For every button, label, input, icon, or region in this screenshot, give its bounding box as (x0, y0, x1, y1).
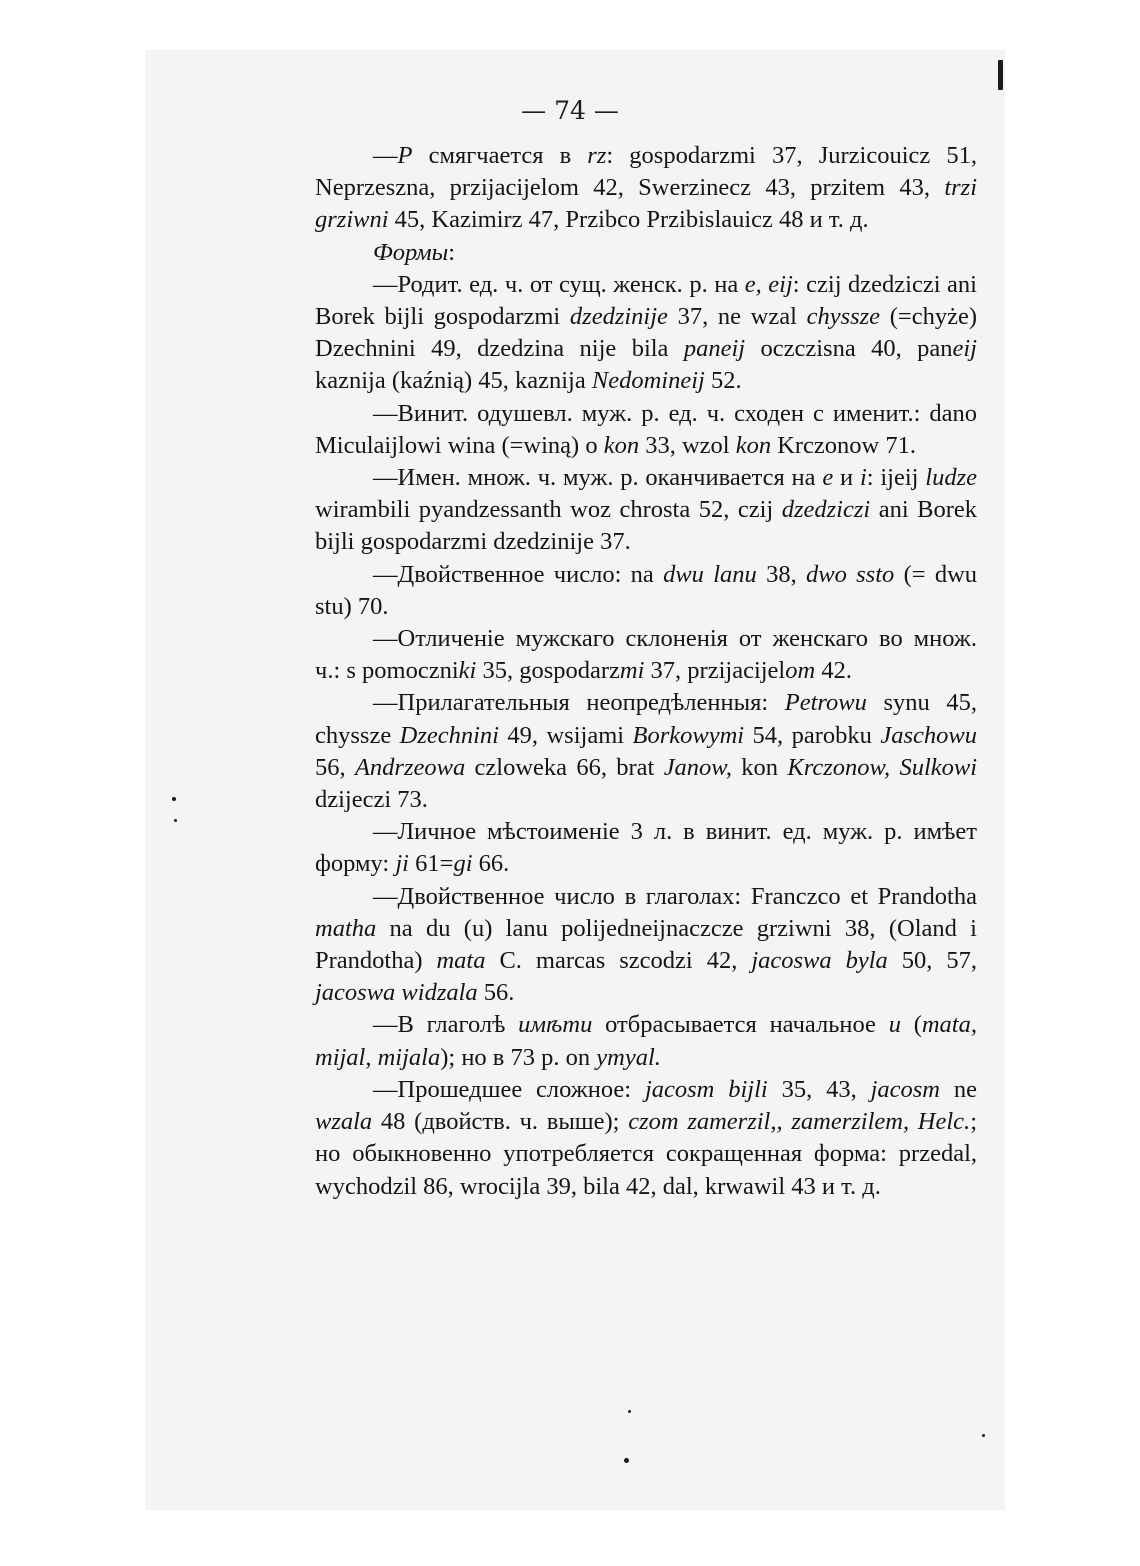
text-run: —Двойственное число: na (373, 560, 664, 588)
text-run: ani Borek bijli gospodarzmi dzedzinije 37. (315, 496, 978, 556)
scan-speck (624, 1458, 629, 1463)
paragraph-p7 (315, 623, 977, 687)
paragraph-p3 (315, 269, 977, 398)
text-run: oczczisna 40, pan (745, 335, 953, 363)
text-run: : ijeij (866, 464, 926, 492)
text-run: : gospodarzmi 37, Jurzicouicz 51, Neprzeszna, przijacijelom 42, Swerzinecz 43, przitem 43, (315, 142, 977, 202)
italic-text: czom zamerzil,, zamerzilem, Helc. (628, 1108, 971, 1136)
italic-text: dzedziczi (781, 496, 871, 524)
italic-text: i (859, 464, 867, 492)
paragraph-p11 (315, 1009, 977, 1073)
paragraph-p5 (315, 462, 977, 559)
text-run: dzijeczi 73. (315, 786, 428, 814)
text-run: 56. (477, 979, 515, 1007)
italic-text: Jaschowu (880, 721, 977, 749)
italic-text: mata, mijal, mijala (315, 1011, 977, 1071)
text-run: отбрасывается начальное (592, 1011, 889, 1039)
italic-text: mata (436, 947, 486, 975)
text-run: ; но обыкновенно употребляется сокращенная форма: przedal, wychodzil 86, wrocijla 39, bila 42, dal, krwawil 43 и т. д. (315, 1108, 977, 1200)
body-text (315, 140, 977, 1203)
text-run: —Винит. одушевл. муж. р. ед. ч. сходен с именит.: dano Miculaijlowi wina (=winą) o (315, 399, 977, 459)
scan-mark-top-right (998, 60, 1003, 90)
text-run: 38, (756, 560, 807, 588)
italic-text: Petrowu (784, 689, 867, 717)
text-run: wirambili pyandzessanth woz chrosta 52, czij (315, 496, 782, 524)
text-run: —В глаголѣ (373, 1011, 519, 1039)
italic-text: Andrzeowa (354, 753, 466, 781)
italic-text: ki (458, 657, 477, 685)
italic-text: Krczonow, Sulkowi (787, 753, 978, 781)
italic-text: dwu lanu (663, 560, 757, 588)
text-run: смягчается в (412, 142, 588, 169)
paragraph-p8 (315, 687, 977, 816)
italic-text: om (785, 657, 816, 685)
text-run: Krczonow 71. (771, 431, 916, 459)
italic-text: kon (735, 431, 772, 459)
paragraph-p9 (315, 816, 977, 880)
text-run: —Личное мѣстоименіе 3 л. в винит. ед. муж. р. имѣет форму: (315, 818, 977, 878)
text-run: 66. (472, 850, 510, 878)
italic-text: dwo ssto (806, 560, 895, 588)
text-run: (= dwu stu) 70. (315, 560, 978, 620)
italic-text: gi (453, 850, 473, 878)
paragraph-p6 (315, 559, 977, 623)
scan-speck (628, 1410, 631, 1413)
italic-text: chyssze (806, 303, 881, 331)
text-run: 45, Kazimirz 47, Przibco Przibislauicz 48 и т. д. (388, 206, 869, 234)
italic-text: e (822, 464, 834, 492)
italic-text: mi (619, 657, 645, 685)
italic-text: jacosm (870, 1075, 941, 1103)
italic-text: wzala (315, 1108, 373, 1136)
text-run: — (373, 142, 398, 169)
text-run: —Родит. ед. ч. от сущ. женск. р. на (373, 270, 745, 298)
text-run: 35, gospodarz (476, 657, 620, 685)
italic-text: e, eij (744, 270, 793, 298)
text-run: 37, ne wzal (667, 303, 807, 331)
text-run: : (448, 238, 456, 266)
text-run: —Прилагательныя неопредѣленныя: (373, 689, 785, 717)
paragraph-p1 (315, 140, 977, 237)
italic-text: ji (395, 850, 409, 878)
italic-text: rz (587, 142, 607, 169)
scan-speck (982, 1434, 985, 1437)
text-run: —Имен. множ. ч. муж. р. оканчивается на (373, 464, 823, 492)
text-run: —Отличеніе мужскаго склоненія от женскаго во множ. ч.: s pomoczni (315, 625, 977, 685)
text-run: 50, 57, (887, 947, 977, 975)
text-run: 35, 43, (767, 1075, 871, 1103)
italic-text: Dzechnini (399, 721, 499, 749)
text-run: ( (900, 1011, 922, 1039)
italic-text: Nedomineij (591, 367, 705, 395)
text-run: 48 (двойств. ч. выше); (372, 1108, 629, 1136)
text-run: 52. (704, 367, 742, 395)
italic-text: jacoswa byla (751, 947, 888, 975)
text-run: 49, wsijami (498, 721, 633, 749)
text-run: 37, przijacijel (644, 657, 786, 685)
paragraph-p12 (315, 1074, 977, 1203)
italic-text: dzedzinije (569, 303, 668, 331)
italic-text: ymyal. (596, 1043, 661, 1071)
paragraph-p4 (315, 398, 977, 462)
text-run: —Прошедшее сложное: (373, 1075, 645, 1103)
text-run: (=chyże) Dzechnini 49, dzedzina nije bila (315, 303, 977, 363)
text-run: —Двойственное число в глаголах: Franczco et Prandotha (373, 882, 977, 910)
paragraph-p10 (315, 881, 977, 1010)
italic-text: matha (315, 914, 377, 942)
text-run: и (833, 464, 860, 492)
paragraph-p2 (315, 237, 977, 269)
italic-text: eij (952, 335, 977, 363)
italic-text: paneij (683, 335, 746, 363)
text-run: czloweka 66, brat (465, 753, 664, 781)
italic-text: Borkowymi (632, 721, 745, 749)
italic-text: jacoswa widzala (315, 979, 478, 1007)
italic-text: Janow, (663, 753, 732, 781)
text-run: synu 45, chyssze (315, 689, 977, 749)
text-run: C. marcas szcodzi 42, (485, 947, 752, 975)
italic-text: Формы (373, 238, 449, 266)
text-run: kaznija (kaźnią) 45, kaznija (315, 367, 592, 395)
text-run: : czij dzedziczi ani Borek bijli gospodarzmi (315, 270, 977, 331)
italic-text: имѣти (518, 1011, 593, 1039)
text-run: 61= (409, 850, 454, 878)
text-run: 54, parobku (744, 721, 881, 749)
italic-text: и (888, 1011, 901, 1039)
text-run: 42. (815, 657, 852, 685)
text-run: 33, wzol (639, 431, 736, 459)
italic-text: kon (603, 431, 640, 459)
text-run: kon (731, 753, 788, 781)
text-run: 56, (315, 753, 355, 781)
scan-speck (172, 797, 176, 801)
scan-speck (174, 819, 177, 822)
italic-text: trzi grziwni (315, 174, 977, 234)
text-run: ne (940, 1075, 978, 1103)
italic-text: ludze (925, 464, 977, 492)
italic-text: jacosm bijli (644, 1075, 768, 1103)
page-number-header: — 74 — (521, 96, 619, 125)
italic-text: P (397, 142, 413, 169)
text-run: ); но в 73 р. on (440, 1043, 597, 1071)
text-run: na du (u) lanu polijedneijnaczcze grziwni 38, (Oland i Prandotha) (315, 914, 977, 975)
